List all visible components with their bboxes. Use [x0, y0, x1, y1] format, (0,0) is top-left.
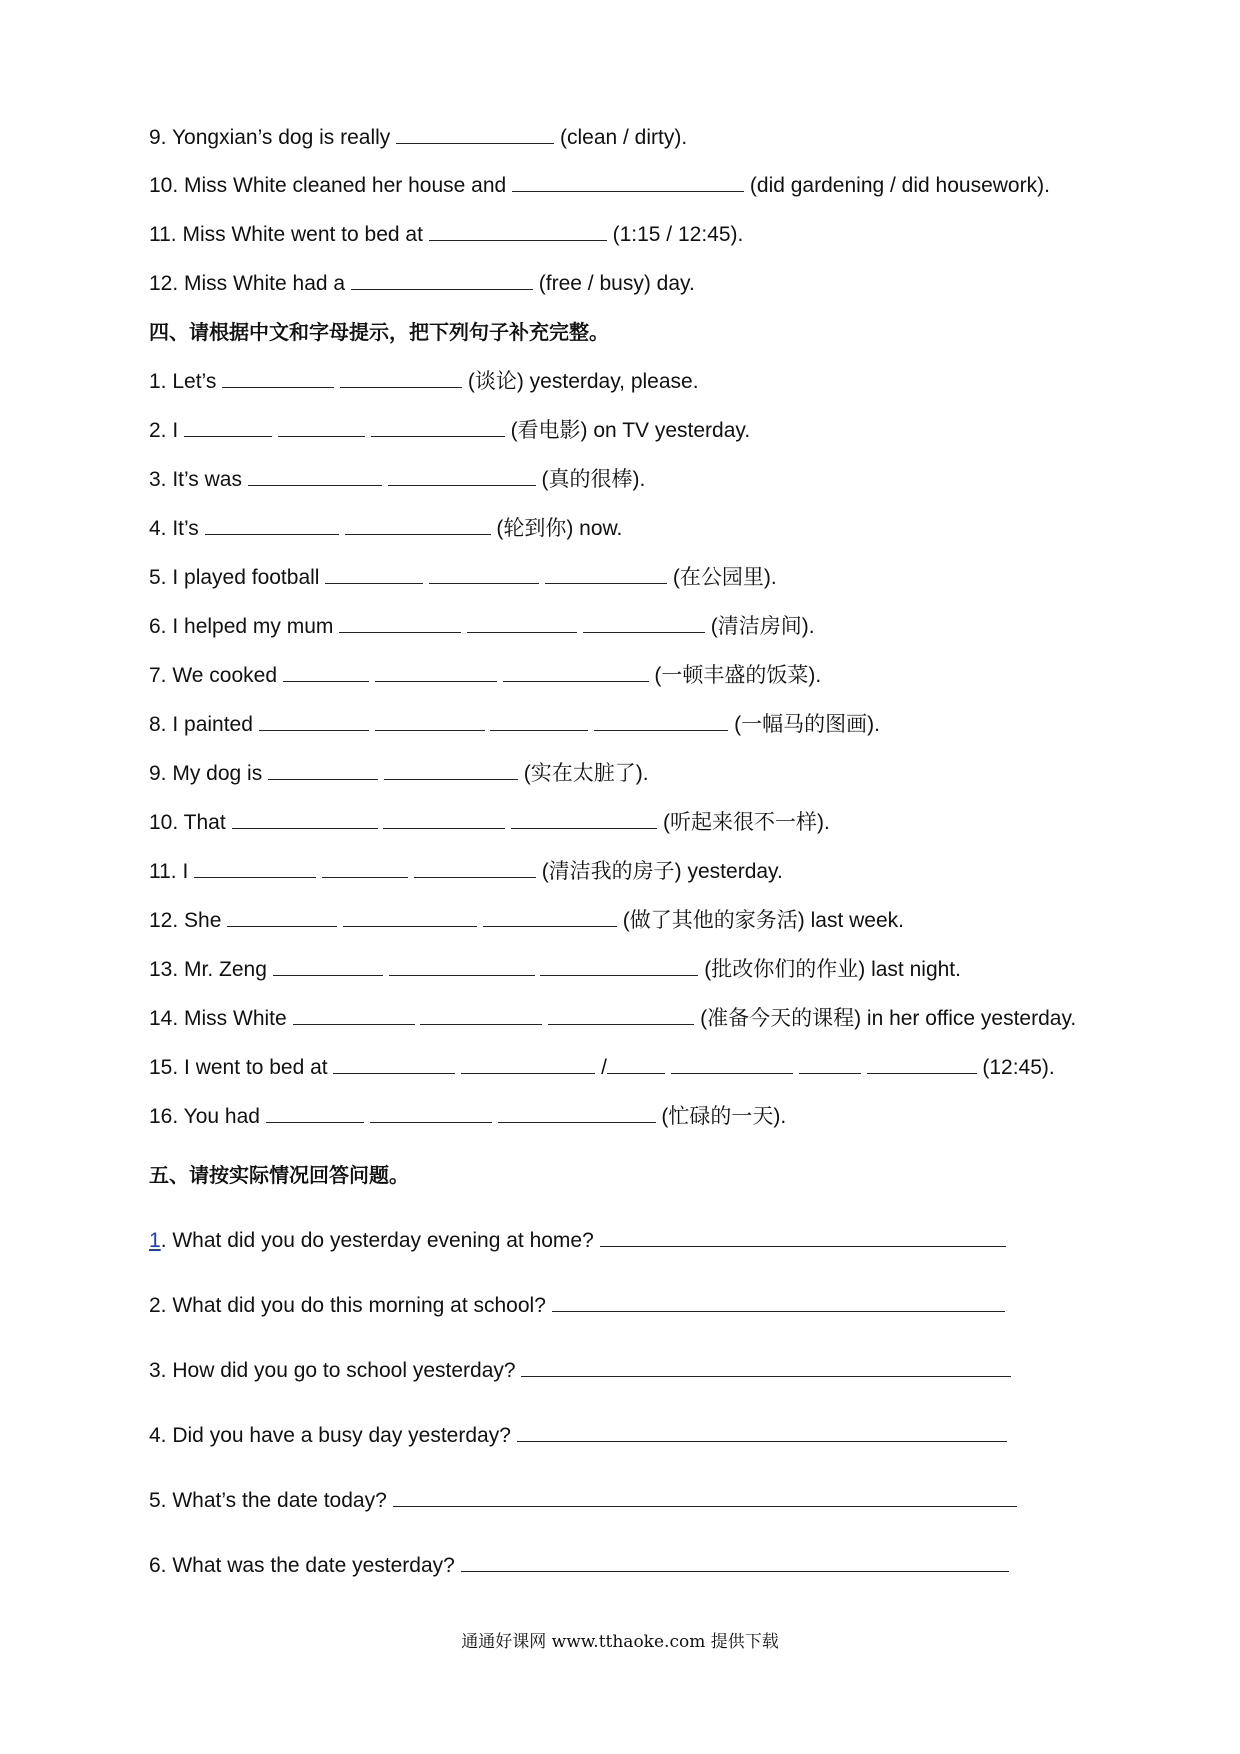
- s4-item-hint: (谈论) yesterday, please.: [467, 370, 699, 393]
- answer-blank[interactable]: [194, 857, 316, 878]
- section4-heading: 四、请根据中文和字母提示，把下列句子补充完整。: [149, 320, 609, 344]
- answer-blank[interactable]: [540, 955, 698, 976]
- answer-blank[interactable]: [384, 759, 518, 780]
- s3-item-10-text: 10. Miss White cleaned her house and: [149, 174, 507, 197]
- s4-item-1: [149, 367, 699, 396]
- answer-blank[interactable]: [205, 514, 339, 535]
- question-text: 5. What’s the date today?: [149, 1489, 387, 1512]
- s4-item-text: 16. You had: [149, 1105, 260, 1128]
- s3-item-9: [149, 123, 687, 152]
- s3-item-11: [149, 220, 743, 249]
- s5-question-5: [149, 1486, 1017, 1515]
- s4-item-hint: (看电影) on TV yesterday.: [510, 419, 751, 442]
- s5-question-2: [149, 1291, 1005, 1320]
- s4-item-text: 14. Miss White: [149, 1007, 287, 1030]
- s4-item-hint: (准备今天的课程) in her office yesterday.: [700, 1007, 1077, 1030]
- s4-item-text: 7. We cooked: [149, 664, 278, 687]
- s4-item-text: 9. My dog is: [149, 762, 263, 785]
- answer-line[interactable]: [461, 1551, 1009, 1572]
- s3-item-12: [149, 269, 695, 298]
- answer-blank[interactable]: [325, 563, 423, 584]
- s4-item-9: [149, 759, 649, 788]
- answer-blank[interactable]: [420, 1004, 542, 1025]
- s4-item-hint: (真的很棒).: [541, 468, 646, 491]
- s4-item-text: 10. That: [149, 811, 226, 834]
- answer-blank[interactable]: [259, 710, 369, 731]
- answer-blank[interactable]: [383, 808, 505, 829]
- answer-line[interactable]: [600, 1226, 1006, 1247]
- s4-item-14: [149, 1004, 1076, 1033]
- s4-item-hint: (12:45).: [982, 1056, 1055, 1079]
- section5-heading: 五、请按实际情况回答问题。: [149, 1163, 409, 1187]
- answer-blank[interactable]: [414, 857, 536, 878]
- question-number-link[interactable]: 1: [149, 1229, 161, 1252]
- s3-item-12-text: 12. Miss White had a: [149, 272, 346, 295]
- s4-item-7: [149, 661, 821, 690]
- answer-blank[interactable]: [370, 1102, 492, 1123]
- s4-item-text: 3. It’s was: [149, 468, 242, 491]
- answer-blank[interactable]: [268, 759, 378, 780]
- s4-item-hint: (清洁房间).: [710, 615, 815, 638]
- s3-item-10: [149, 171, 1050, 200]
- answer-blank[interactable]: [461, 1053, 595, 1074]
- answer-blank[interactable]: [343, 906, 477, 927]
- answer-blank[interactable]: [594, 710, 728, 731]
- question-text: 2. What did you do this morning at school?: [149, 1294, 546, 1317]
- answer-blank[interactable]: [490, 710, 588, 731]
- s4-item-hint: (在公园里).: [672, 566, 777, 589]
- answer-line[interactable]: [552, 1291, 1005, 1312]
- answer-line[interactable]: [521, 1356, 1011, 1377]
- answer-blank[interactable]: [293, 1004, 415, 1025]
- answer-blank[interactable]: [227, 906, 337, 927]
- s4-item-separator: /: [601, 1056, 607, 1079]
- s4-item-4: [149, 514, 622, 543]
- s4-item-hint: (一幅马的图画).: [734, 713, 880, 736]
- s3-item-11-hint: (1:15 / 12:45).: [612, 223, 744, 246]
- answer-blank[interactable]: [396, 123, 554, 144]
- answer-blank[interactable]: [583, 612, 705, 633]
- s4-item-text: 6. I helped my mum: [149, 615, 334, 638]
- answer-blank[interactable]: [266, 1102, 364, 1123]
- s3-item-9-hint: (clean / dirty).: [559, 126, 688, 149]
- s3-item-9-text: 9. Yongxian’s dog is really: [149, 126, 391, 149]
- answer-blank[interactable]: [498, 1102, 656, 1123]
- s4-item-8: [149, 710, 880, 739]
- s4-item-text: 4. It’s: [149, 517, 199, 540]
- answer-blank[interactable]: [232, 808, 378, 829]
- s4-item-hint: (轮到你) now.: [496, 517, 623, 540]
- s5-question-6: [149, 1551, 1009, 1580]
- s4-item-hint: (听起来很不一样).: [663, 811, 830, 834]
- s3-item-12-hint: (free / busy) day.: [538, 272, 695, 295]
- s4-item-15: [149, 1053, 1055, 1082]
- s4-item-10: [149, 808, 830, 837]
- s4-item-2: [149, 416, 750, 445]
- s4-item-text: 13. Mr. Zeng: [149, 958, 267, 981]
- question-text: 3. How did you go to school yesterday?: [149, 1359, 516, 1382]
- s4-item-16: [149, 1102, 786, 1131]
- s4-item-11: [149, 857, 783, 886]
- s4-item-hint: (做了其他的家务活) last week.: [622, 909, 904, 932]
- answer-blank[interactable]: [512, 171, 744, 192]
- answer-blank[interactable]: [545, 563, 667, 584]
- question-text: 4. Did you have a busy day yesterday?: [149, 1424, 511, 1447]
- answer-blank[interactable]: [483, 906, 617, 927]
- answer-line[interactable]: [517, 1421, 1007, 1442]
- answer-blank[interactable]: [503, 661, 649, 682]
- answer-blank[interactable]: [339, 612, 461, 633]
- answer-line[interactable]: [393, 1486, 1017, 1507]
- answer-blank[interactable]: [351, 269, 533, 290]
- answer-blank[interactable]: [375, 710, 485, 731]
- answer-blank[interactable]: [248, 465, 382, 486]
- s3-item-10-hint: (did gardening / did housework).: [749, 174, 1050, 197]
- answer-blank[interactable]: [184, 416, 272, 437]
- answer-blank[interactable]: [278, 416, 365, 437]
- s4-item-hint: (批改你们的作业) last night.: [704, 958, 961, 981]
- s5-question-3: [149, 1356, 1011, 1385]
- s4-item-6: [149, 612, 815, 641]
- question-text: . What did you do yesterday evening at home?: [160, 1229, 594, 1252]
- answer-blank[interactable]: [283, 661, 369, 682]
- answer-blank[interactable]: [340, 367, 462, 388]
- s4-item-hint: (一顿丰盛的饭菜).: [654, 664, 822, 687]
- answer-blank[interactable]: [273, 955, 383, 976]
- s4-item-text: 5. I played football: [149, 566, 320, 589]
- answer-blank[interactable]: [333, 1053, 455, 1074]
- answer-blank[interactable]: [867, 1053, 977, 1074]
- s4-item-text: 12. She: [149, 909, 222, 932]
- s4-item-12: [149, 906, 904, 935]
- answer-blank[interactable]: [371, 416, 505, 437]
- answer-blank[interactable]: [671, 1053, 793, 1074]
- answer-blank[interactable]: [375, 661, 497, 682]
- answer-blank[interactable]: [429, 220, 607, 241]
- s4-item-text: 1. Let’s: [149, 370, 217, 393]
- s4-item-3: [149, 465, 645, 494]
- answer-blank[interactable]: [345, 514, 491, 535]
- s5-question-1: [149, 1226, 1006, 1255]
- s5-question-4: [149, 1421, 1007, 1450]
- answer-blank[interactable]: [388, 465, 536, 486]
- s4-item-hint: (实在太脏了).: [523, 762, 649, 785]
- s4-item-text: 15. I went to bed at: [149, 1056, 328, 1079]
- answer-blank[interactable]: [429, 563, 539, 584]
- answer-blank[interactable]: [511, 808, 657, 829]
- answer-blank[interactable]: [322, 857, 408, 878]
- s4-item-hint: (清洁我的房子) yesterday.: [541, 860, 783, 883]
- page-footer: 通通好课网 www.tthaoke.com 提供下载: [461, 1632, 779, 1652]
- answer-blank[interactable]: [799, 1053, 861, 1074]
- s4-item-text: 8. I painted: [149, 713, 253, 736]
- s4-item-13: [149, 955, 961, 984]
- s4-item-5: [149, 563, 777, 592]
- s4-item-text: 11. I: [149, 860, 189, 883]
- question-text: 6. What was the date yesterday?: [149, 1554, 455, 1577]
- s4-item-hint: (忙碌的一天).: [661, 1105, 787, 1128]
- s4-item-text: 2. I: [149, 419, 179, 442]
- answer-blank[interactable]: [389, 955, 535, 976]
- s3-item-11-text: 11. Miss White went to bed at: [149, 223, 423, 246]
- answer-blank[interactable]: [467, 612, 577, 633]
- answer-blank[interactable]: [607, 1053, 665, 1074]
- answer-blank[interactable]: [222, 367, 334, 388]
- answer-blank[interactable]: [548, 1004, 694, 1025]
